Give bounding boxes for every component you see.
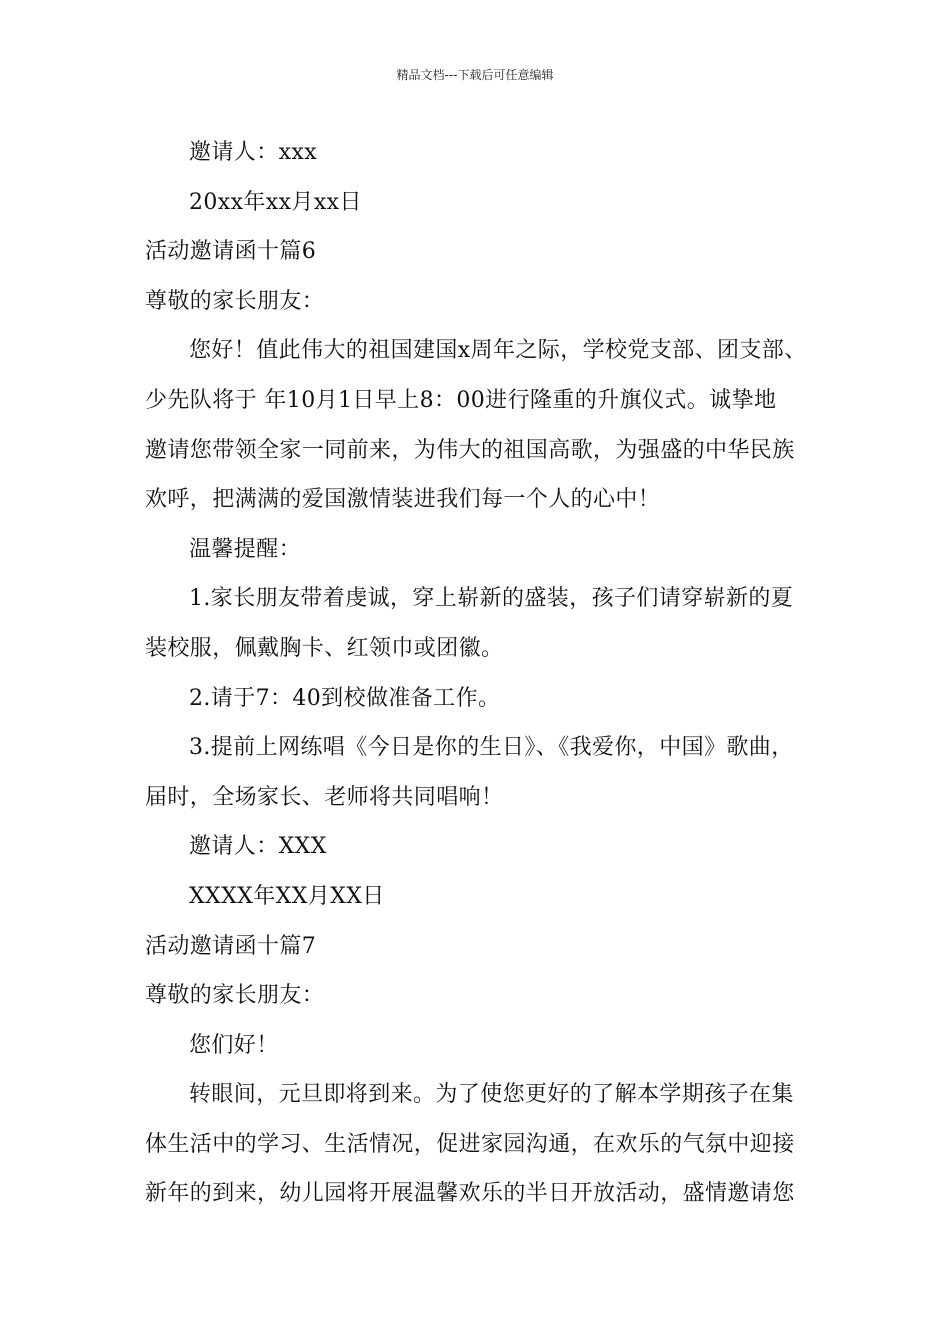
inviter-line: 邀请人：XXX	[189, 834, 327, 860]
date-line: XXXX年XX月XX日	[189, 883, 385, 909]
section-heading: 活动邀请函十篇6	[145, 239, 317, 265]
paragraph-line: 邀请您带领全家一同前来，为伟大的祖国高歌，为强盛的中华民族	[145, 437, 795, 463]
list-item: 2.请于7：40到校做准备工作。	[189, 685, 501, 711]
list-item: 3.提前上网练唱《今日是你的生日》、《我爱你，中国》歌曲，	[189, 735, 794, 761]
paragraph-line: 欢呼，把满满的爱国激情装进我们每一个人的心中！	[145, 487, 661, 513]
document-body	[145, 128, 810, 1219]
date-line: 20xx年xx月xx日	[189, 189, 362, 215]
page-header: 精品文档---下载后可任意编辑	[396, 68, 554, 82]
reminder-heading: 温馨提醒：	[189, 536, 302, 562]
salutation: 尊敬的家长朋友：	[145, 288, 325, 314]
section-heading: 活动邀请函十篇7	[145, 933, 317, 959]
salutation: 尊敬的家长朋友：	[145, 983, 325, 1009]
list-item-continuation: 届时，全场家长、老师将共同唱响！	[145, 784, 504, 810]
paragraph-line: 转眼间，元旦即将到来。为了使您更好的了解本学期孩子在集	[189, 1082, 794, 1108]
greeting: 您们好！	[189, 1032, 279, 1058]
paragraph-line: 您好！值此伟大的祖国建国x周年之际，学校党支部、团支部、	[189, 338, 807, 364]
paragraph-line: 新年的到来，幼儿园将开展温馨欢乐的半日开放活动，盛情邀请您	[145, 1181, 795, 1207]
paragraph-line: 少先队将于 年10月1日早上8：00进行隆重的升旗仪式。诚挚地	[145, 387, 777, 413]
list-item-continuation: 装校服，佩戴胸卡、红领巾或团徽。	[145, 635, 504, 661]
inviter-line: 邀请人：xxx	[189, 140, 318, 165]
list-item: 1.家长朋友带着虔诚，穿上崭新的盛装，孩子们请穿崭新的夏	[189, 586, 794, 612]
paragraph-line: 体生活中的学习、生活情况，促进家园沟通，在欢乐的气氛中迎接	[145, 1131, 795, 1157]
